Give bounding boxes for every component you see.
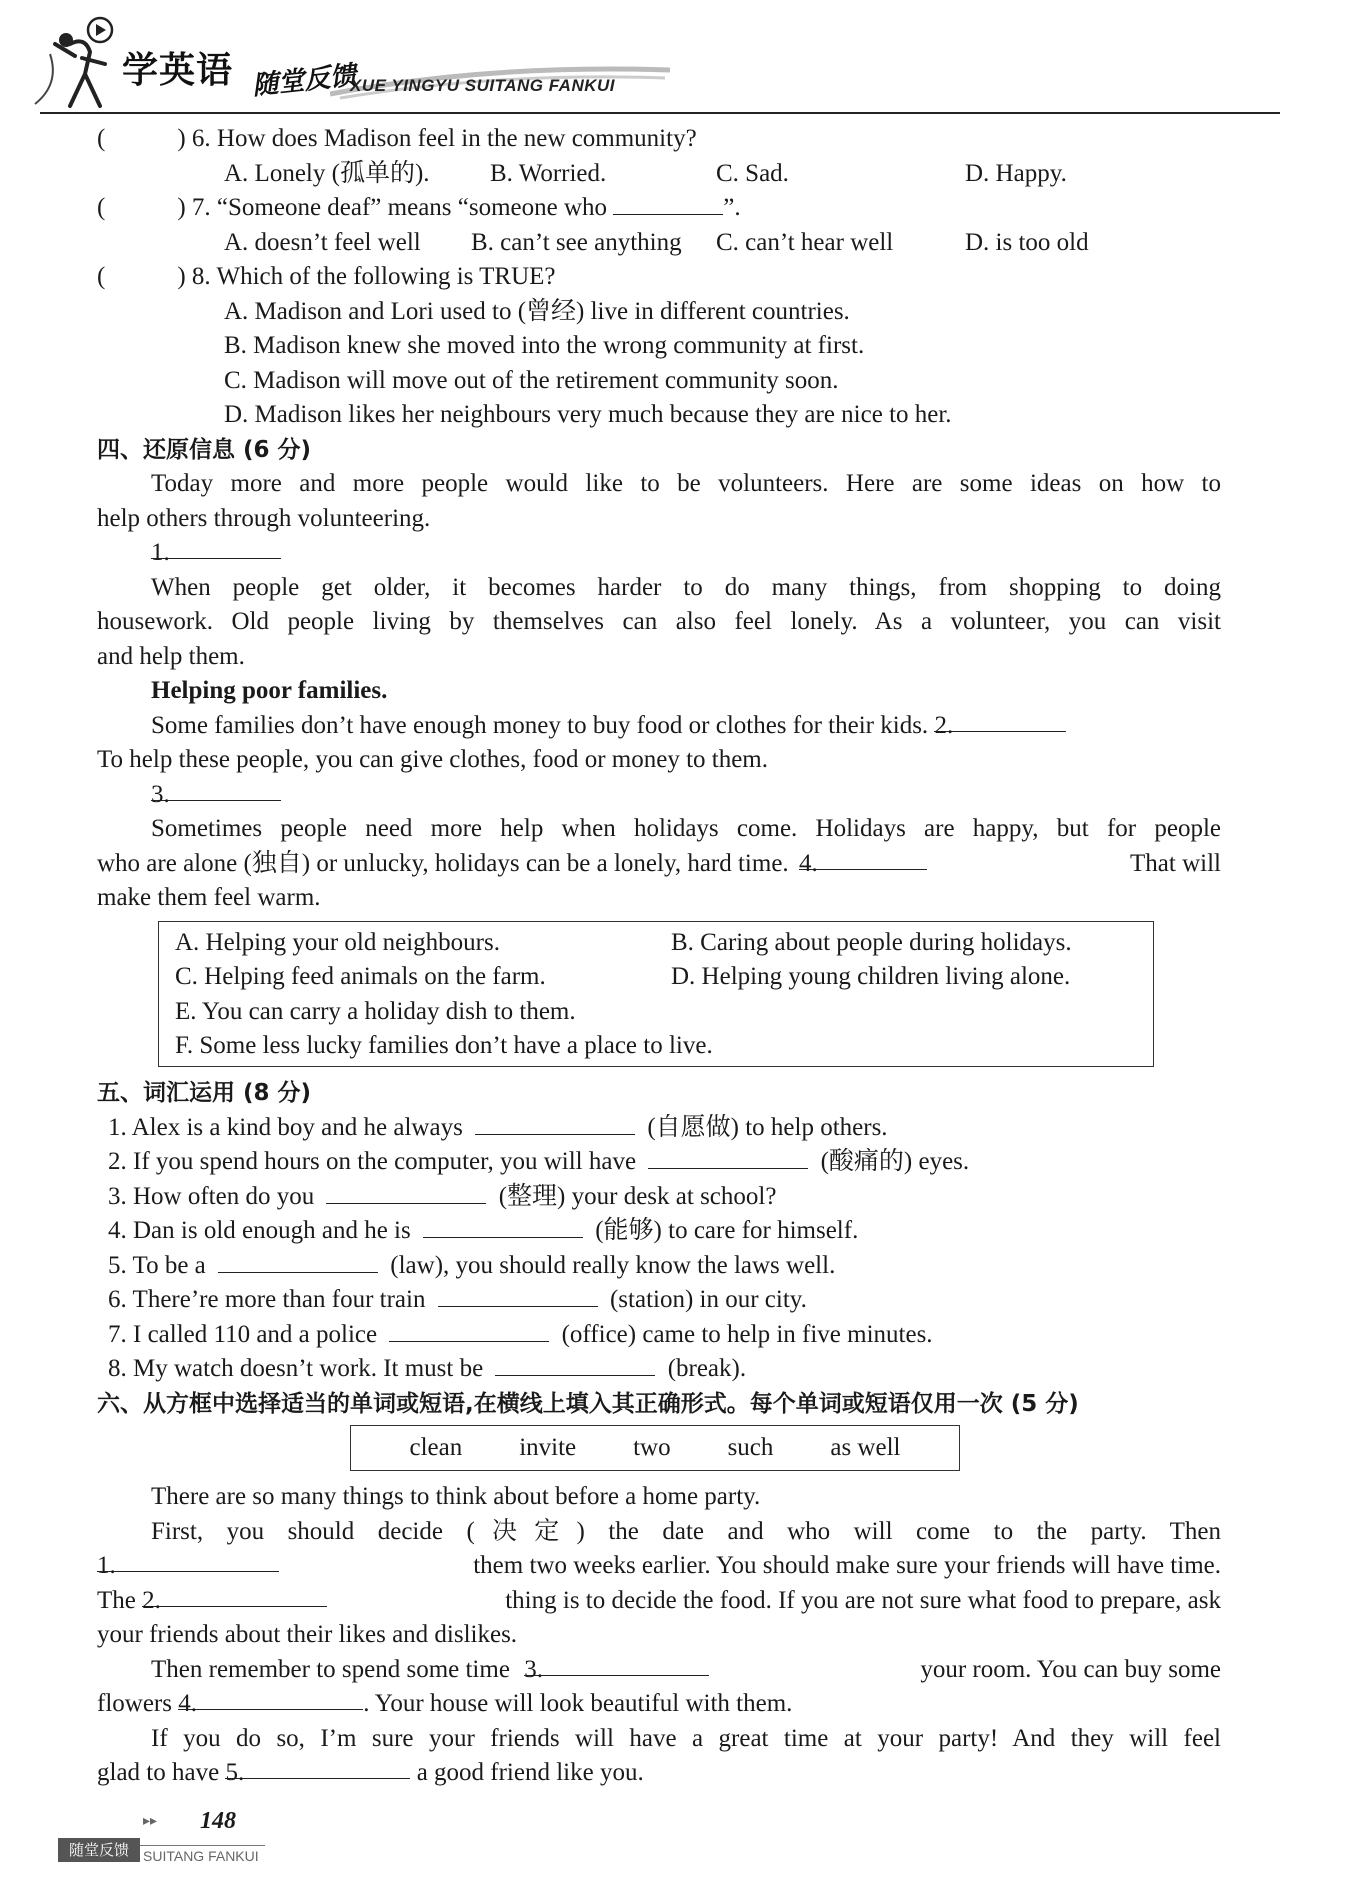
s6-p2-line1: Then remember to spend some time 3. your room. You can buy some	[151, 1653, 1221, 1687]
vocab-item-4: 4. Dan is old enough and he is (能够) to care for himself.	[108, 1217, 859, 1244]
option-e: E. You can carry a holiday dish to them.	[175, 998, 576, 1025]
vocab-item-7: 7. I called 110 and a police (office) came to help in five minutes.	[108, 1321, 933, 1348]
s4-p3-line3: make them feel warm.	[97, 884, 321, 911]
s4-blank-3: 3.	[151, 778, 281, 801]
word-two: two	[633, 1434, 671, 1461]
vocab-item-5: 5. To be a (law), you should really know the laws well.	[108, 1252, 836, 1279]
logo-title-cn: 学英语	[122, 50, 234, 91]
q8-option-b: B. Madison knew she moved into the wrong community at first.	[224, 332, 865, 359]
s6-p3-line1: If you do so, I’m sure your friends will have a great time at your party! And they will feel	[151, 1725, 1221, 1752]
vocab-item-2: 2. If you spend hours on the computer, you will have (酸痛的) eyes.	[108, 1148, 970, 1175]
q7-option-d: D. is too old	[965, 229, 1089, 256]
footer-divider	[140, 1845, 265, 1846]
vocab-item-6: 6. There’re more than four train (station) in our city.	[108, 1286, 807, 1313]
header-divider	[40, 112, 1280, 114]
vocab-blank-5	[218, 1250, 378, 1273]
s6-p1-line4: your friends about their likes and dislikes.	[97, 1621, 518, 1648]
word-such: such	[727, 1434, 774, 1461]
s4-blank-1: 1.	[151, 536, 281, 570]
s4-p2-line2: To help these people, you can give clothes, food or money to them.	[97, 746, 768, 773]
word-box	[350, 1425, 960, 1471]
section-4-title: 四、还原信息 (6 分)	[97, 437, 312, 463]
section-6-title: 六、从方框中选择适当的单词或短语,在横线上填入其正确形式。每个单词或短语仅用一次 (5 分)	[97, 1391, 1079, 1417]
q7-option-b: B. can’t see anything	[471, 229, 682, 256]
word-invite: invite	[519, 1434, 577, 1461]
q8-option-d: D. Madison likes her neighbours very much because they are nice to her.	[224, 401, 952, 428]
question-6: ( ) 6. How does Madison feel in the new community?	[97, 125, 697, 152]
q6-option-d: D. Happy.	[965, 160, 1067, 187]
s6-blank-1: 1.	[97, 1549, 279, 1572]
s4-p1-line3: and help them.	[97, 643, 245, 670]
s6-p2-line2: flowers 4. . Your house will look beautiful with them.	[97, 1687, 792, 1721]
vocab-blank-3	[326, 1181, 486, 1204]
question-8: ( ) 8. Which of the following is TRUE?	[97, 263, 556, 290]
page-number: 148	[200, 1808, 236, 1834]
vocab-blank-7	[389, 1319, 549, 1342]
vocab-blank-6	[438, 1284, 598, 1307]
s6-blank-3: 3.	[524, 1653, 709, 1676]
q7-option-a: A. doesn’t feel well	[224, 229, 421, 256]
s4-p3-line2: who are alone (独自) or unlucky, holidays can be a lonely, hard time. 4. That will	[97, 847, 1221, 881]
vocab-item-1: 1. Alex is a kind boy and he always (自愿做) to help others.	[108, 1114, 888, 1141]
option-a: A. Helping your old neighbours.	[175, 929, 500, 956]
s6-blank-4: 4.	[178, 1687, 363, 1710]
logo-title-en: XUE YINGYU SUITANG FANKUI	[350, 76, 616, 95]
s4-blank-3-row	[151, 778, 281, 812]
s6-p1-line3: The 2. thing is to decide the food. If you are not sure what food to prepare, ask	[97, 1584, 1221, 1618]
s6-p1-line1: First, you should decide (决定) the date and who will come to the party. Then	[151, 1518, 1221, 1545]
q6-option-b: B. Worried.	[490, 160, 607, 187]
question-6-text: How does Madison feel in the new community?	[216, 125, 697, 152]
option-c: C. Helping feed animals on the farm.	[175, 963, 546, 990]
word-clean: clean	[409, 1434, 463, 1461]
vocab-blank-1	[475, 1112, 635, 1135]
option-f: F. Some less lucky families don’t have a place to live.	[175, 1032, 713, 1059]
q6-option-c: C. Sad.	[716, 160, 789, 187]
vocab-blank-2	[648, 1146, 808, 1169]
s4-p2-line1: Some families don’t have enough money to buy food or clothes for their kids. 2.	[151, 709, 1066, 743]
q6-option-a: A. Lonely (孤单的).	[224, 160, 430, 187]
q8-option-c: C. Madison will move out of the retirement community soon.	[224, 367, 839, 394]
option-b: B. Caring about people during holidays.	[671, 929, 1072, 956]
section-4-intro-line1: Today more and more people would like to be volunteers. Here are some ideas on how to	[151, 470, 1221, 497]
s6-p3-line2: glad to have 5. a good friend like you.	[97, 1756, 644, 1790]
s6-blank-2: 2.	[142, 1584, 327, 1607]
s4-p3-line1: Sometimes people need more help when holidays come. Holidays are happy, but for people	[151, 815, 1221, 842]
footer-label-en: SUITANG FANKUI	[143, 1848, 259, 1864]
s4-blank-4: 4.	[799, 847, 927, 870]
s4-p1-line1: When people get older, it becomes harder to do many things, from shopping to doing	[151, 574, 1221, 601]
runner-logo-icon	[30, 14, 125, 114]
vocab-blank-8	[495, 1353, 655, 1376]
q7-blank	[613, 192, 723, 215]
word-as-well: as well	[830, 1434, 901, 1461]
s6-p0: There are so many things to think about before a home party.	[151, 1483, 761, 1510]
section-5-title: 五、词汇运用 (8 分)	[97, 1080, 312, 1106]
q8-option-a: A. Madison and Lori used to (曾经) live in different countries.	[224, 298, 850, 325]
page-arrow-icon: ▸▸	[143, 1813, 158, 1829]
options-box	[158, 921, 1154, 1067]
option-d: D. Helping young children living alone.	[671, 963, 1071, 990]
question-7: ( ) 7. “Someone deaf” means “someone who ”.	[97, 194, 741, 221]
logo-subtitle-cn: 随堂反馈	[250, 60, 358, 102]
section-4-intro-line2: help others through volunteering.	[97, 505, 431, 532]
vocab-item-3: 3. How often do you (整理) your desk at school?	[108, 1183, 777, 1210]
page-header	[30, 14, 1330, 114]
vocab-blank-4	[423, 1215, 583, 1238]
s4-blank-2: 2.	[934, 709, 1066, 732]
s4-p1-line2: housework. Old people living by themselves can also feel lonely. As a volunteer, you can visit	[97, 608, 1221, 635]
vocab-item-8: 8. My watch doesn’t work. It must be (break).	[108, 1355, 747, 1382]
s4-heading-poor-families: Helping poor families.	[151, 677, 388, 704]
q7-option-c: C. can’t hear well	[716, 229, 894, 256]
s6-p1-line2: 1. them two weeks earlier. You should make sure your friends will have time.	[97, 1549, 1221, 1583]
footer-badge: 随堂反馈	[58, 1838, 140, 1862]
s6-blank-5: 5.	[225, 1756, 410, 1779]
